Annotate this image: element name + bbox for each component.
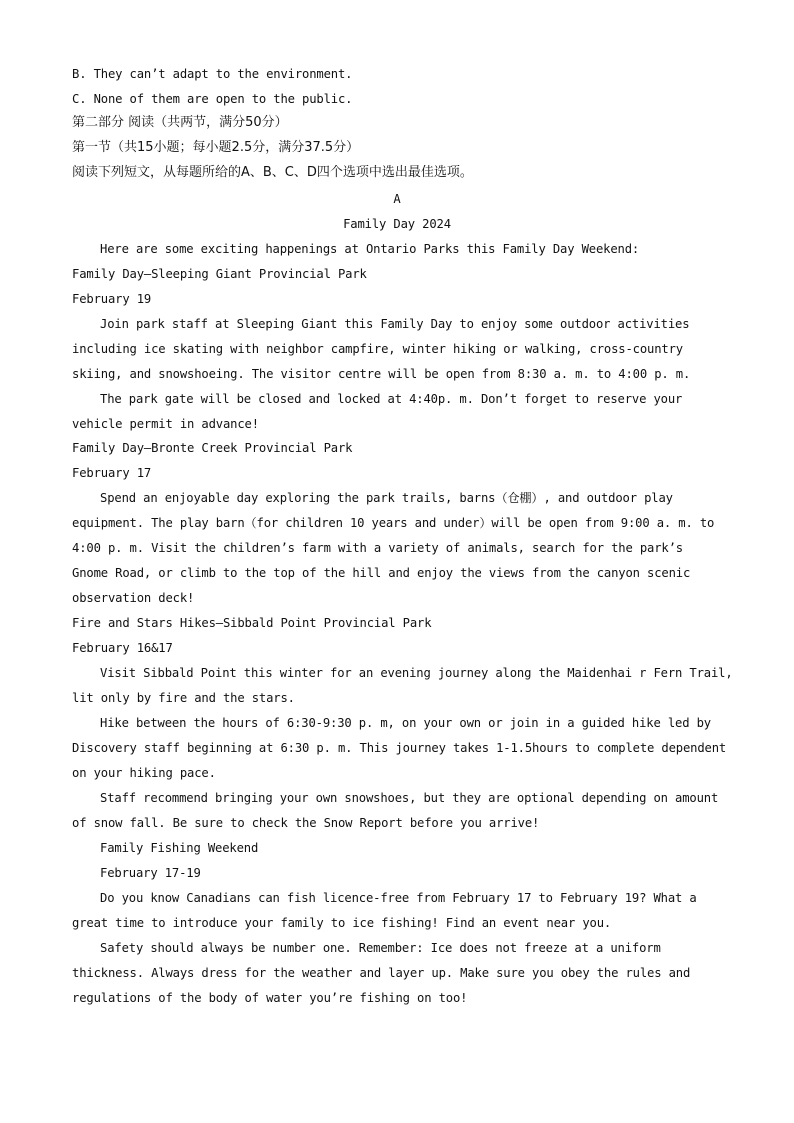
body-line: Hike between the hours of 6:30-9:30 p. m, on your own or join in a guided hike led by <box>100 716 711 730</box>
body-line: Join park staff at Sleeping Giant this Family Day to enjoy some outdoor activities <box>100 317 690 331</box>
body-line: lit only by fire and the stars. <box>72 691 295 705</box>
instruction: 阅读下列短文，从每题所给的A、B、C、D四个选项中选出最佳选项。 <box>72 165 473 180</box>
body-line: Gnome Road, or climb to the top of the hill and enjoy the views from the canyon scenic <box>72 566 691 580</box>
body-line: on your hiking pace. <box>72 766 216 780</box>
body-line: Visit Sibbald Point this winter for an evening journey along the Maidenhai r Fern Trail, <box>100 666 733 680</box>
event-heading: Family Day—Bronte Creek Provincial Park <box>72 441 353 455</box>
body-line: great time to introduce your family to ice fishing! Find an event near you. <box>72 916 612 930</box>
event-heading: Fire and Stars Hikes—Sibbald Point Provincial Park <box>72 616 432 630</box>
passage-intro: Here are some exciting happenings at Ontario Parks this Family Day Weekend: <box>100 242 640 256</box>
body-line: Do you know Canadians can fish licence-free from February 17 to February 19? What a <box>100 891 697 905</box>
body-line: equipment. The play barn（for children 10 years and under）will be open from 9:00 a. m. to <box>72 516 715 530</box>
event-date: February 17 <box>72 466 152 480</box>
body-line: vehicle permit in advance! <box>72 417 259 431</box>
passage-title: Family Day 2024 <box>343 217 451 231</box>
body-line: Safety should always be number one. Remember: Ice does not freeze at a uniform <box>100 941 661 955</box>
body-line: Discovery staff beginning at 6:30 p. m. This journey takes 1-1.5hours to complete dependent <box>72 741 727 755</box>
section-title: 第一节（共15小题；每小题2.5分，满分37.5分） <box>72 140 360 155</box>
part-title: 第二部分 阅读（共两节，满分50分） <box>72 115 288 130</box>
option-b: B. They can’t adapt to the environment. <box>72 67 353 81</box>
event-heading: Family Fishing Weekend <box>100 841 259 855</box>
body-line: skiing, and snowshoeing. The visitor centre will be open from 8:30 a. m. to 4:00 p. m. <box>72 367 691 381</box>
body-line: The park gate will be closed and locked at 4:40p. m. Don’t forget to reserve your <box>100 392 683 406</box>
passage-label: A <box>393 192 401 206</box>
body-line: regulations of the body of water you’re fishing on too! <box>72 991 468 1005</box>
body-line: of snow fall. Be sure to check the Snow Report before you arrive! <box>72 816 540 830</box>
body-line: thickness. Always dress for the weather and layer up. Make sure you obey the rules and <box>72 966 691 980</box>
event-date: February 16&17 <box>72 641 173 655</box>
option-c: C. None of them are open to the public. <box>72 92 353 106</box>
event-date: February 17-19 <box>100 866 201 880</box>
event-date: February 19 <box>72 292 152 306</box>
body-line: observation deck! <box>72 591 195 605</box>
body-line: Spend an enjoyable day exploring the park trails, barns（仓棚）, and outdoor play <box>100 491 673 505</box>
event-heading: Family Day—Sleeping Giant Provincial Park <box>72 267 367 281</box>
body-line: Staff recommend bringing your own snowshoes, but they are optional depending on amount <box>100 791 719 805</box>
body-line: 4:00 p. m. Visit the children’s farm with a variety of animals, search for the park’s <box>72 541 683 555</box>
body-line: including ice skating with neighbor campfire, winter hiking or walking, cross-country <box>72 342 683 356</box>
